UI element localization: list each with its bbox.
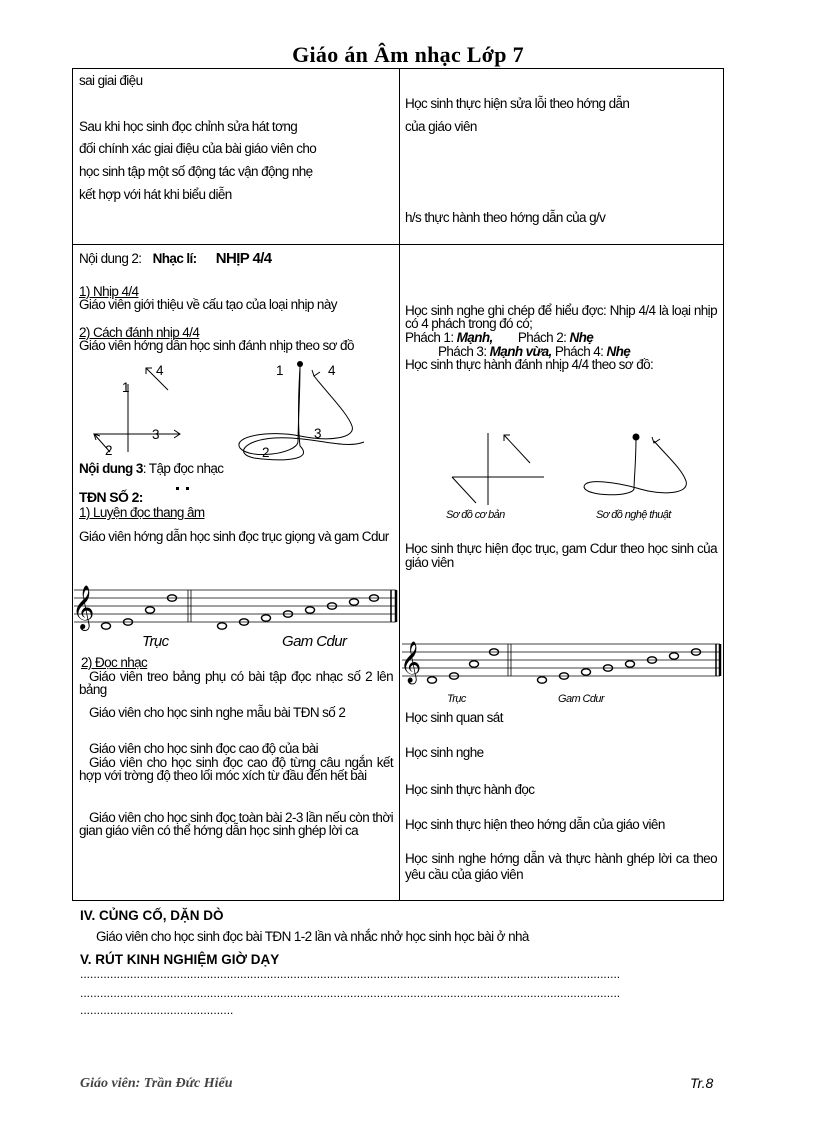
row1-right-line-2: của giáo viên xyxy=(405,119,477,134)
row1-left-line-5: kết hợp với hát khi biểu diễn xyxy=(79,187,232,202)
dot-mark xyxy=(176,487,179,490)
right-r3: Học sinh thực hiện đọc trục, gam Cdur theo học sinh của giáo viên xyxy=(405,541,717,570)
dotted-line-2: .................................................................................................................................................................. xyxy=(80,986,621,1000)
staff-label-truc-left: Trục xyxy=(142,633,169,650)
content2-label: Nhạc lí: xyxy=(152,251,197,266)
right-r1: Học sinh nghe ghi chép để hiểu đợc: Nhịp 4/4 là loại nhịp có 4 phách trong đó có; xyxy=(405,303,717,331)
read-p5: Giáo viên cho học sinh đọc toàn bài 2-3 lần nếu còn thời gian giáo viên có thể hớng dẫn học sinh ghép lời ca xyxy=(79,810,393,838)
read-p4: Giáo viên cho học sinh đọc cao độ từng câu ngắn kết hợp với trờng độ theo lối móc xích từ đầu đến hết bài xyxy=(79,755,393,783)
row1-left-line-1: sai giai điệu xyxy=(79,73,143,88)
item1-heading: 1) Nhịp 4/4 xyxy=(79,284,139,299)
content3-text: : Tập đọc nhạc xyxy=(142,461,224,476)
beat3-value: Mạnh vừa, xyxy=(489,344,552,359)
diagram-number-4b: 4 xyxy=(328,363,335,378)
tdn-label: TĐN SỐ 2: xyxy=(79,489,143,505)
diagram-number-3: 3 xyxy=(152,427,159,442)
music-staff-left xyxy=(66,578,400,628)
staff-label-truc-right: Trục xyxy=(447,693,466,705)
beat2-value: Nhẹ xyxy=(569,330,594,345)
beat1-value: Mạnh, xyxy=(456,330,493,345)
beat2-label: Phách 2: xyxy=(517,330,567,345)
svg-text:𝄞: 𝄞 xyxy=(400,642,422,683)
row1-left-line-4: học sinh tập một số động tác vận động nhẹ xyxy=(79,164,313,179)
row1-left-line-3: đối chính xác giai điệu của bài giáo viên cho xyxy=(79,141,317,156)
diagram-number-2: 2 xyxy=(105,443,112,458)
section4-text: Giáo viên cho học sinh đọc bài TĐN 1-2 lần và nhắc nhở học sinh học bài ở nhà xyxy=(96,929,529,944)
svg-text:𝄞: 𝄞 xyxy=(72,585,95,629)
footer-page-number: Tr.8 xyxy=(690,1075,714,1091)
row1-right-line-3: h/s thực hành theo hớng dẫn của g/v xyxy=(405,210,606,225)
staff-label-gam-left: Gam Cdur xyxy=(282,633,347,650)
row1-right-line-1: Học sinh thực hiện sửa lỗi theo hớng dẫn xyxy=(405,96,630,111)
sub2-heading: 2) Đọc nhạc xyxy=(81,655,148,670)
diagram-number-4: 4 xyxy=(156,363,163,378)
right-beats-line-1 xyxy=(405,330,593,345)
diagram-number-1b: 1 xyxy=(276,363,283,378)
beat-diagrams-right xyxy=(440,425,710,510)
beat3-label: Phách 3: xyxy=(438,344,487,359)
sub1-text: Giáo viên hớng dẫn học sinh đọc trục giọng và gam Cdur xyxy=(79,529,389,544)
sub1-heading: 1) Luyện đọc thang âm xyxy=(79,505,205,520)
diagram-caption-artistic: Sơ đồ nghệ thuật xyxy=(596,509,671,521)
item2-heading: 2) Cách đánh nhịp 4/4 xyxy=(79,325,200,340)
content2-prefix: Nội dung 2: xyxy=(79,251,142,266)
staff-label-gam-right: Gam Cdur xyxy=(558,693,604,705)
right-r7: Học sinh thực hiện theo hớng dẫn của giáo viên xyxy=(405,817,665,832)
right-r6: Học sinh thực hành đọc xyxy=(405,782,535,797)
read-p2: Giáo viên cho học sinh nghe mẫu bài TĐN số 2 xyxy=(89,705,346,720)
section4-heading: IV. CỦNG CỐ, DẶN DÒ xyxy=(80,908,224,923)
beat1-label: Phách 1: xyxy=(405,330,454,345)
content3-prefix: Nội dung 3 xyxy=(79,461,143,476)
dot-mark xyxy=(186,487,189,490)
read-p3: Giáo viên cho học sinh đọc cao độ của bài xyxy=(89,741,319,756)
beat4-value: Nhẹ xyxy=(606,344,631,359)
content2-heading xyxy=(79,251,272,266)
dotted-line-1: .................................................................................................................................................................. xyxy=(80,967,621,981)
right-r8: Học sinh nghe hớng dẫn và thực hành ghép lời ca theo yêu cầu của giáo viên xyxy=(405,851,717,882)
diagram-number-1: 1 xyxy=(122,380,129,395)
right-r4: Học sinh quan sát xyxy=(405,710,503,725)
item1-text: Giáo viên giới thiệu về cấu tạo của loại nhịp này xyxy=(79,297,337,312)
right-r5: Học sinh nghe xyxy=(405,745,484,760)
diagram-caption-basic: Sơ đồ cơ bản xyxy=(446,509,505,521)
read-p1: Giáo viên treo bảng phụ có bài tập đọc nhạc số 2 lên bảng xyxy=(79,669,393,697)
content3-heading xyxy=(79,461,223,476)
music-staff-right xyxy=(398,634,724,682)
diagram-number-3b: 3 xyxy=(314,426,321,441)
right-r2: Học sinh thực hành đánh nhịp 4/4 theo sơ đồ: xyxy=(405,357,654,372)
item2-text: Giáo viên hớng dẫn học sinh đánh nhịp theo sơ đồ xyxy=(79,338,354,353)
diagram-number-2b: 2 xyxy=(262,445,269,460)
row1-left-line-2: Sau khi học sinh đọc chỉnh sửa hát tơng xyxy=(79,119,298,134)
dotted-line-3: .............................................. xyxy=(80,1003,234,1017)
page-title: Giáo án Âm nhạc Lớp 7 xyxy=(292,42,524,67)
beat-diagram-artistic-left xyxy=(230,356,360,462)
footer-teacher: Giáo viên: Trần Đức Hiếu xyxy=(80,1076,233,1091)
section5-heading: V. RÚT KINH NGHIỆM GIỜ DẠY xyxy=(80,952,280,967)
beat4-label: Phách 4: xyxy=(554,344,604,359)
content2-topic: NHỊP 4/4 xyxy=(215,250,272,267)
table-row-1-left xyxy=(72,68,400,245)
